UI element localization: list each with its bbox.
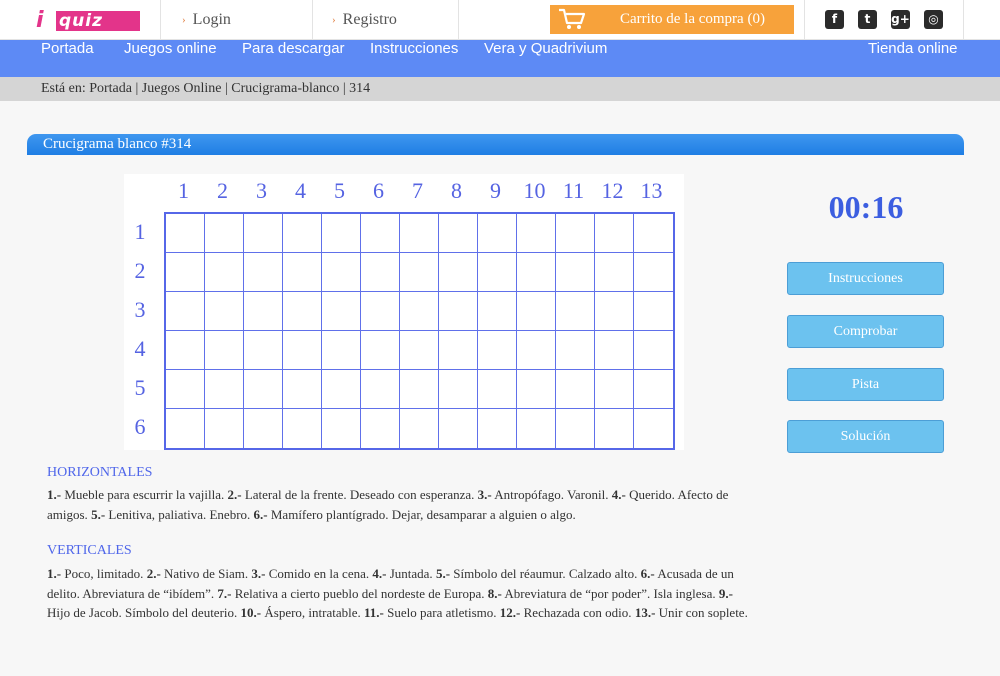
clue-number: 13.- <box>634 605 656 621</box>
column-number: 2 <box>217 178 228 203</box>
nav-item-vera-quadrivium[interactable]: Vera y Quadrivium <box>484 40 608 57</box>
column-number: 13 <box>640 178 663 203</box>
twitter-icon[interactable]: t <box>858 10 877 29</box>
grid-cell[interactable] <box>556 292 595 331</box>
grid-cell[interactable] <box>439 370 478 409</box>
grid-cell[interactable] <box>205 370 244 409</box>
grid-cell[interactable] <box>400 331 439 370</box>
grid-cell[interactable] <box>244 214 283 253</box>
grid-cell[interactable] <box>283 214 322 253</box>
clue-text: Relativa a cierto pueblo del nordeste de Europa. <box>234 585 485 601</box>
grid-cell[interactable] <box>244 409 283 448</box>
column-number: 6 <box>373 178 384 203</box>
clue-number: 5.- <box>435 566 451 581</box>
clue-number: 9.- <box>718 585 733 601</box>
grid-cell[interactable] <box>166 253 205 292</box>
column-number: 1 <box>178 178 189 203</box>
page-title: Crucigrama blanco #314 <box>27 134 964 155</box>
grid-cell[interactable] <box>166 292 205 331</box>
logo-prefix: i <box>36 8 43 33</box>
cart-label: Carrito de la compra (0) <box>620 11 765 27</box>
grid-cell[interactable] <box>400 292 439 331</box>
register-link[interactable] <box>332 0 397 40</box>
clue-text: Hijo de Jacob. Símbolo del deuterio. <box>47 605 238 621</box>
iquiz-logo[interactable] <box>36 9 140 33</box>
logo-brand: quiz <box>56 11 140 31</box>
grid-cell[interactable] <box>478 331 517 370</box>
grid-cell[interactable] <box>478 409 517 448</box>
clue-number: 3.- <box>477 487 492 502</box>
grid-cell[interactable] <box>322 214 361 253</box>
row-number: 1 <box>134 219 146 244</box>
grid-cell[interactable] <box>400 253 439 292</box>
row-number: 4 <box>134 336 146 361</box>
timer: 00:16 <box>828 189 904 225</box>
row-number: 6 <box>134 414 146 439</box>
grid-cell[interactable] <box>205 409 244 448</box>
column-number: 7 <box>412 178 423 203</box>
clue-text: Rechazada con odio. <box>523 605 632 621</box>
divider <box>963 0 964 40</box>
nav-item-tienda-online[interactable]: Tienda online <box>868 40 958 57</box>
grid-cell[interactable] <box>283 409 322 448</box>
grid-cell[interactable] <box>400 370 439 409</box>
grid-cell[interactable] <box>556 214 595 253</box>
clue-number: 3.- <box>251 566 266 581</box>
grid-cell[interactable] <box>595 409 634 448</box>
grid-cell[interactable] <box>478 370 517 409</box>
clue-number: 1.- <box>47 487 62 502</box>
chevron-right-icon: › <box>182 14 186 26</box>
crossword-grid <box>164 212 675 450</box>
grid-cell[interactable] <box>517 409 556 448</box>
column-number: 5 <box>334 178 345 203</box>
clue-text: Comido en la cena. <box>268 566 370 581</box>
grid-cell[interactable] <box>322 292 361 331</box>
grid-cell[interactable] <box>478 253 517 292</box>
clue-number: 6.- <box>253 506 268 522</box>
grid-cell[interactable] <box>634 331 673 370</box>
grid-cell[interactable] <box>595 370 634 409</box>
grid-cell[interactable] <box>517 253 556 292</box>
hint-button[interactable]: Pista <box>787 368 944 401</box>
clue-text: Querido. Afecto de amigos. <box>47 487 729 522</box>
clue-text: Juntada. <box>389 566 433 581</box>
grid-cell[interactable] <box>166 331 205 370</box>
grid-cell[interactable] <box>634 214 673 253</box>
grid-cell[interactable] <box>322 253 361 292</box>
grid-cell[interactable] <box>634 409 673 448</box>
column-number: 3 <box>256 178 267 203</box>
clue-number: 2.- <box>227 487 242 502</box>
grid-cell[interactable] <box>361 331 400 370</box>
grid-cell[interactable] <box>244 370 283 409</box>
nav-item-para-descargar[interactable]: Para descargar <box>242 40 345 57</box>
clue-text: Acusada de un delito. Abreviatura de “ibídem”. <box>47 566 734 601</box>
nav-item-juegos-online[interactable]: Juegos online <box>124 40 217 57</box>
clue-text: Suelo para atletismo. <box>387 605 497 621</box>
grid-cell[interactable] <box>556 253 595 292</box>
clue-text: Antropófago. Varonil. <box>494 487 609 502</box>
grid-cell[interactable] <box>595 214 634 253</box>
grid-cell[interactable] <box>400 214 439 253</box>
grid-cell[interactable] <box>205 331 244 370</box>
grid-cell[interactable] <box>517 331 556 370</box>
clue-number: 2.- <box>146 566 161 581</box>
clue-number: 6.- <box>640 566 655 581</box>
grid-cell[interactable] <box>205 292 244 331</box>
facebook-icon[interactable]: f <box>825 10 844 29</box>
cart-button[interactable] <box>550 5 794 34</box>
grid-cell[interactable] <box>244 292 283 331</box>
column-number: 11 <box>562 178 585 203</box>
grid-cell[interactable] <box>166 214 205 253</box>
shopping-cart-icon <box>558 7 586 31</box>
clue-text: Símbolo del réaumur. Calzado alto. <box>453 566 638 581</box>
clue-number: 4.- <box>372 566 387 581</box>
clue-text: Mueble para escurrir la vajilla. <box>64 487 225 502</box>
grid-cell[interactable] <box>439 409 478 448</box>
register-label: Registro <box>342 11 397 28</box>
column-number: 9 <box>490 178 501 203</box>
instructions-button[interactable]: Instrucciones <box>787 262 944 295</box>
row-number: 2 <box>134 258 146 283</box>
clue-text: Lateral de la frente. Deseado con esperanza. <box>244 487 475 502</box>
googleplus-icon[interactable]: g+ <box>891 10 910 29</box>
grid-cell[interactable] <box>322 331 361 370</box>
instagram-icon[interactable]: ◎ <box>924 10 943 29</box>
breadcrumb: Está en: Portada | Juegos Online | Crucigrama-blanco | 314 <box>0 77 1000 101</box>
clue-number: 7.- <box>217 585 232 601</box>
grid-cell[interactable] <box>361 370 400 409</box>
grid-cell[interactable] <box>634 253 673 292</box>
divider <box>804 0 805 40</box>
grid-cell[interactable] <box>322 409 361 448</box>
grid-cell[interactable] <box>361 292 400 331</box>
vertical-clues <box>47 564 752 623</box>
grid-cell[interactable] <box>634 292 673 331</box>
divider <box>312 0 313 40</box>
grid-cell[interactable] <box>439 292 478 331</box>
grid-cell[interactable] <box>283 292 322 331</box>
grid-cell[interactable] <box>283 253 322 292</box>
clue-text: Unir con soplete. <box>658 605 748 621</box>
divider <box>458 0 459 40</box>
grid-cell[interactable] <box>166 409 205 448</box>
login-link[interactable] <box>182 0 231 40</box>
clue-number: 8.- <box>487 585 502 601</box>
grid-cell[interactable] <box>556 331 595 370</box>
grid-cell[interactable] <box>283 331 322 370</box>
grid-cell[interactable] <box>322 370 361 409</box>
row-number: 5 <box>134 375 146 400</box>
clue-number: 1.- <box>47 566 62 581</box>
clue-number: 5.- <box>91 506 106 522</box>
grid-cell[interactable] <box>556 409 595 448</box>
grid-cell[interactable] <box>595 331 634 370</box>
grid-cell[interactable] <box>283 370 322 409</box>
clue-text: Abreviatura de “por poder”. Isla inglesa. <box>504 585 716 601</box>
grid-cell[interactable] <box>439 331 478 370</box>
login-label: Login <box>192 11 231 28</box>
grid-cell[interactable] <box>556 370 595 409</box>
grid-cell[interactable] <box>439 253 478 292</box>
grid-cell[interactable] <box>517 214 556 253</box>
clue-number: 12.- <box>499 605 521 621</box>
grid-cell[interactable] <box>634 370 673 409</box>
nav-item-portada[interactable]: Portada <box>41 40 94 57</box>
grid-cell[interactable] <box>205 253 244 292</box>
column-number: 12 <box>601 178 624 203</box>
clue-text: Nativo de Siam. <box>164 566 249 581</box>
vertical-clues-title: VERTICALES <box>47 543 132 558</box>
grid-cell[interactable] <box>244 331 283 370</box>
grid-cell[interactable] <box>361 409 400 448</box>
clue-text: Áspero, intratable. <box>264 605 361 621</box>
grid-cell[interactable] <box>400 409 439 448</box>
column-number: 8 <box>451 178 462 203</box>
grid-cell[interactable] <box>439 214 478 253</box>
grid-cell[interactable] <box>244 253 283 292</box>
solution-button[interactable]: Solución <box>787 420 944 453</box>
grid-cell[interactable] <box>517 370 556 409</box>
clue-text: Poco, limitado. <box>64 566 144 581</box>
grid-cell[interactable] <box>205 214 244 253</box>
grid-cell[interactable] <box>517 292 556 331</box>
grid-cell[interactable] <box>166 370 205 409</box>
grid-cell[interactable] <box>361 214 400 253</box>
check-button[interactable]: Comprobar <box>787 315 944 348</box>
horizontal-clues <box>47 485 752 524</box>
grid-cell[interactable] <box>478 292 517 331</box>
grid-cell[interactable] <box>595 253 634 292</box>
grid-cell[interactable] <box>595 292 634 331</box>
clue-number: 4.- <box>611 487 626 502</box>
grid-cell[interactable] <box>361 253 400 292</box>
top-bar <box>0 0 1000 40</box>
row-number: 3 <box>134 297 146 322</box>
chevron-right-icon: › <box>332 14 336 26</box>
clue-number: 10.- <box>240 605 262 621</box>
column-number: 10 <box>523 178 546 203</box>
horizontal-clues-title: HORIZONTALES <box>47 465 153 480</box>
clue-number: 11.- <box>364 605 384 621</box>
main-nav <box>0 40 1000 77</box>
clue-text: Mamífero plantígrado. Dejar, desamparar a alguien o algo. <box>270 506 576 522</box>
column-number: 4 <box>295 178 306 203</box>
clue-text: Lenitiva, paliativa. Enebro. <box>108 506 251 522</box>
nav-item-instrucciones[interactable]: Instrucciones <box>370 40 459 57</box>
divider <box>160 0 161 40</box>
grid-cell[interactable] <box>478 214 517 253</box>
